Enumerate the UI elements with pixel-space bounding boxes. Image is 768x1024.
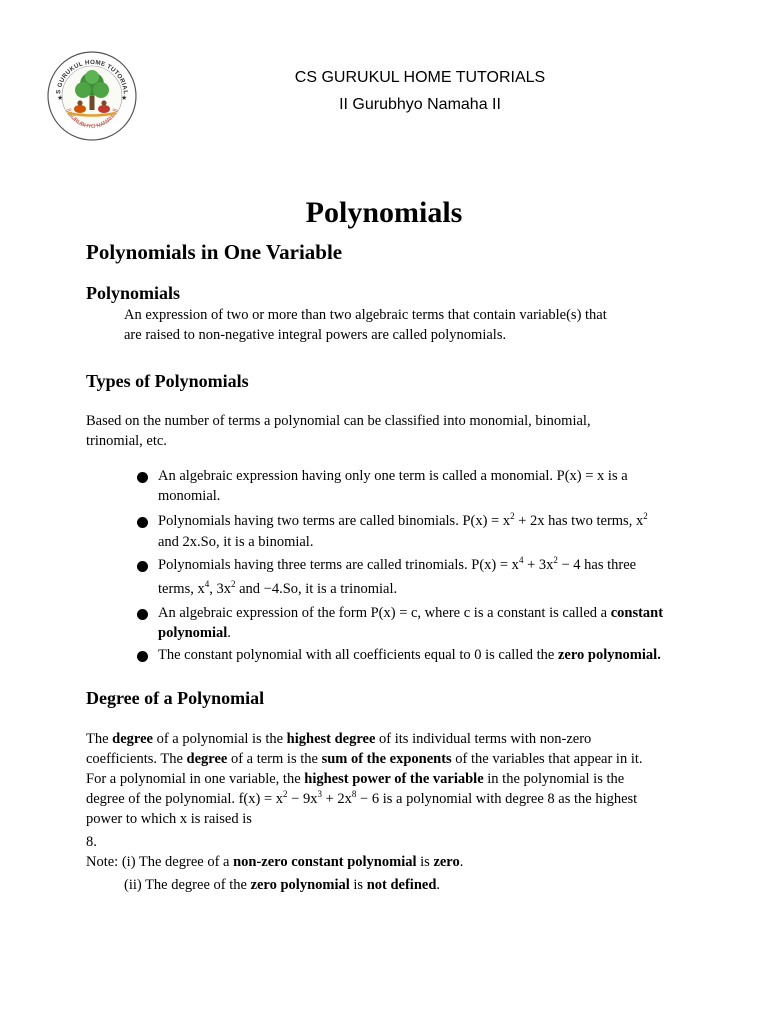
- bullet-icon: [137, 472, 148, 483]
- bullet-icon: [137, 561, 148, 572]
- degree-line-2: coefficients. The degree of a term is the sum of the exponents of the variables that appear in it.: [86, 751, 643, 767]
- monomial-line-1: An algebraic expression having only one term is called a monomial. P(x) = x is a: [158, 468, 628, 484]
- svg-text:★: ★: [121, 94, 128, 102]
- degree-line-1: The degree of a polynomial is the highest degree of its individual terms with non-zero: [86, 731, 592, 747]
- constant-polynomial-line-1: An algebraic expression of the form P(x) = c, where c is a constant is called a constant: [158, 605, 664, 621]
- bullet-icon: [137, 609, 148, 620]
- svg-text:★: ★: [57, 94, 64, 102]
- org-name: CS GURUKUL HOME TUTORIALS: [294, 69, 546, 86]
- note-line-2: (ii) The degree of the zero polynomial is not defined.: [124, 877, 441, 893]
- types-intro-line-2: trinomial, etc.: [86, 433, 167, 449]
- constant-polynomial-line-2: polynomial.: [158, 625, 231, 641]
- types-intro-line-1: Based on the number of terms a polynomial can be classified into monomial, binomial,: [86, 413, 591, 429]
- degree-line-3: For a polynomial in one variable, the highest power of the variable in the polynomial is the: [86, 771, 625, 787]
- binomial-line-2: and 2x.So, it is a binomial.: [158, 534, 314, 550]
- page-title: Polynomials: [305, 196, 463, 229]
- monomial-line-2: monomial.: [158, 488, 221, 504]
- trinomial-line-2: terms, $x^4$, $3x^2$ and −4.So, it is a trinomial.: [158, 579, 398, 597]
- trinomial-line-1: Polynomials having three terms are called trinomials. $P(x) = x^4 + 3x^2 - 4$ has three: [158, 555, 637, 573]
- section-title: Polynomials in One Variable: [86, 240, 343, 264]
- bullet-icon: [137, 651, 148, 662]
- binomial-line-1: Polynomials having two terms are called binomials. $P(x) = x^2 + 2x$ has two terms, $x^2$: [158, 511, 648, 529]
- logo-ring-text-bottom: || GURUBHYO NAMAHA ||: [65, 107, 119, 131]
- motto: II Gurubhyo Namaha II: [339, 96, 501, 113]
- definition-line-2: are raised to non-negative integral powers are called polynomials.: [124, 327, 507, 343]
- polynomials-heading: Polynomials: [86, 283, 181, 303]
- degree-line-5: power to which x is raised is: [86, 811, 252, 827]
- bullet-icon: [137, 517, 148, 528]
- definition-line-1: An expression of two or more than two algebraic terms that contain variable(s) that: [124, 307, 607, 323]
- note-line-1: Note: (i) The degree of a non-zero constant polynomial is zero.: [86, 854, 464, 870]
- types-heading: Types of Polynomials: [86, 371, 249, 391]
- logo-ring-text-top: S GURUKUL HOME TUTORIAL: [55, 58, 130, 95]
- degree-line-4: degree of the polynomial. $f(x) = x^2 - 9x^3 + 2x^8 - 6$ is a polynomial with degree 8 as the highest: [86, 789, 638, 807]
- degree-line-6: 8.: [86, 834, 97, 850]
- degree-heading: Degree of a Polynomial: [86, 688, 265, 708]
- zero-polynomial-line: The constant polynomial with all coefficients equal to 0 is called the zero polynomial.: [158, 647, 661, 663]
